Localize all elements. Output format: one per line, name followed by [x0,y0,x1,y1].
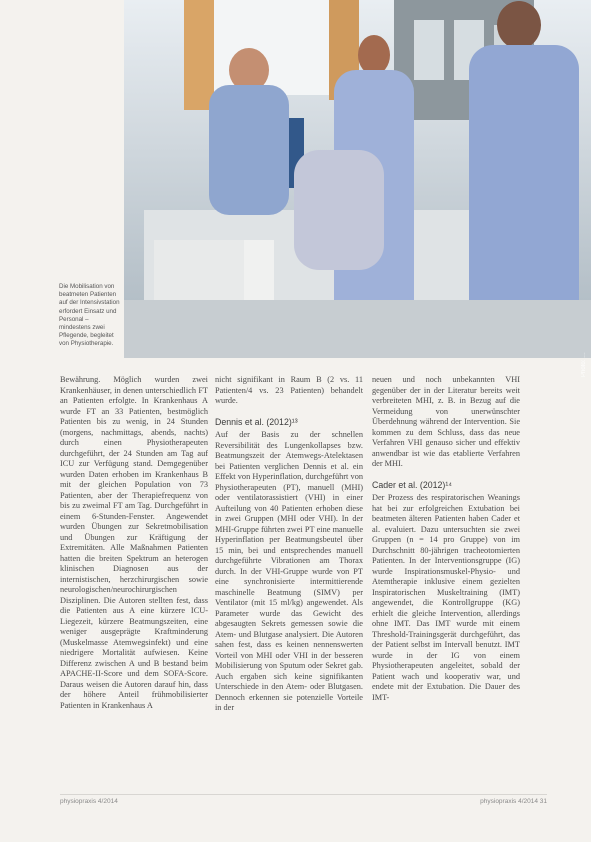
footer-right: physiopraxis 4/2014 31 [480,798,547,805]
paragraph: Bewährung. Möglich wurden zwei Krankenhäuser, in denen unterschiedlich FT an Patienten erfolgte. In Krankenhaus A wurde FT an 33 Patienten, bestmöglich Patienten bis zu wenig, in 24 Stunden (morgens, nachmittags, abends, nachts) durch einen Physiotherapeuten durchgeführt, der 24 Stunden am Tag auf ICU zur Verfügung stand. Demgegenüber wurden Daten erhoben im Krankenhaus B mit der gleichen Population von 73 Patienten, aber der Therapiefrequenz von bis zu zweimal FT am Tag. Durchgeführt in einem 6-Stunden-Fenster. Angewendet wurden Übungen zur Sekretmobilisation und Übungen zur Kräftigung der Extremitäten. Alle Maßnahmen Patienten hatten die breiten Spektrum an heterogen klinischen Diagnosen aus der internistischen, herzchirurgischen sowie neurologischen/neurochirurgischen Disziplinen. Die Autoren stellten fest, dass die Patienten aus A eine kürzere ICU-Liegezeit, kürzere Beatmungszeiten, eine weniger ausgeprägte Kraftminderung (Muskelmasse Atemwegsinfekt) und eine niedrigere Mortalität aufwiesen. Keine Differenz zwischen A und B bestand beim APACHE-II-Score und dem SOFA-Score. Daraus weisen die Autoren darauf hin, dass der höhere Anteil frühmobilisierter Patienten in Krankenhaus A [60,375,208,710]
text-column-3 [372,375,520,703]
section-heading: Dennis et al. (2012)¹³ [215,416,298,427]
footer-left: physiopraxis 4/2014 [60,798,118,805]
photo-credit: Photo: … [581,352,587,378]
text-column-1 [60,375,208,711]
paragraph: nicht signifikant in Raum B (2 vs. 11 Patienten/4 vs. 23 Patienten) behandelt wurde. [215,375,363,405]
photo-caption: Die Mobilisation von beatmeten Patienten auf der Intensivstation erfordert Einsatz und Personal – mindestens zwei Pflegende, begleitet von Physiotherapie. [59,283,120,348]
section-heading: Cader et al. (2012)¹⁴ [372,479,453,490]
ward-photo [124,0,591,378]
paragraph: neuen und noch unbekannten VHI gegenüber der in der Literatur bereits weit verbreiteten MHI, z. B. in Bezug auf die Vermeidung von unerwünschter Überdehnung während der Intervention. Sie kommen zu dem Schluss, dass das neue Verfahren VHI genauso sicher und effektiv anwendbar ist wie das etablierte Verfahren der MHI. [372,375,520,468]
icu-scene-illustration [124,0,591,358]
paragraph: Auf der Basis zu der schnellen Reversibilität des Lungenkollapses bzw. Beatmungszeit der Atemwegs-Atelektasen bei Patienten verglichen Dennis et al. ein Effekt von Hyperinflation, durchgeführt von Physiotherapeuten (PT), manuell (MHI) oder ventilatorassistiert (VHI) in einer Aufteilung von 40 Patienten erhoben diese in zwei Gruppen (MHI oder VHI). In der MHI-Gruppe führten zwei PT eine manuelle Hyperinflation per Beatmungsbeutel über 15 min, bei und entsprechendes manuell durchgeführte Vibrationen am Thorax durch. In der VHI-Gruppe wurde von PT eine synchronisierte intermittierende maschinelle Beatmung (SIMV) per Ventilator (mit 15 ml/kg) angewendet. Als Parameter wurde das Gewicht des abgesaugten Sekrets gemessen sowie die Atem- und Blutgase analysiert. Die Autoren sahen fest, dass es keinen nennenswerten Vorteil von MHI oder VHI in der besseren Mobilisierung von Sputum oder Sekret gab. Auch ergaben sich keine signifikanten Unterschiede in den Atem- oder Blutgasen. Dennoch erkennen sie potenzielle Vorteile in der [215,430,363,712]
page-footer [60,794,547,805]
paragraph: Der Prozess des respiratorischen Weanings hat bei zur erfolgreichen Extubation bei beatmeten älteren Patienten haben Cader et al. evaluiert. Dazu untersuchten sie zwei Gruppen (n = 14 pro Gruppe) von im Durchschnitt 80-jährigen tracheotomierten Patienten. In der Interventionsgruppe (IG) wurde Inspirationsmuskel-Physio- und Atemtherapie inklusive einem gezielten Inspiratorischen Muskeltraining (IMT) angewendet, die Kontrollgruppe (KG) erhielt die gleiche Intervention, allerdings ohne IMT. Das IMT wurde mit einem Threshold-Trainingsgerät durchgeführt, das der Patient selbst im Intervall benutzt. IMT wurde in der IG von einem Physiotherapeuten angeleitet, sobald der Patient wach und kooperativ war, und endete mit der Extubation. Die Dauer des IMT- [372,493,520,702]
text-column-2 [215,375,363,714]
